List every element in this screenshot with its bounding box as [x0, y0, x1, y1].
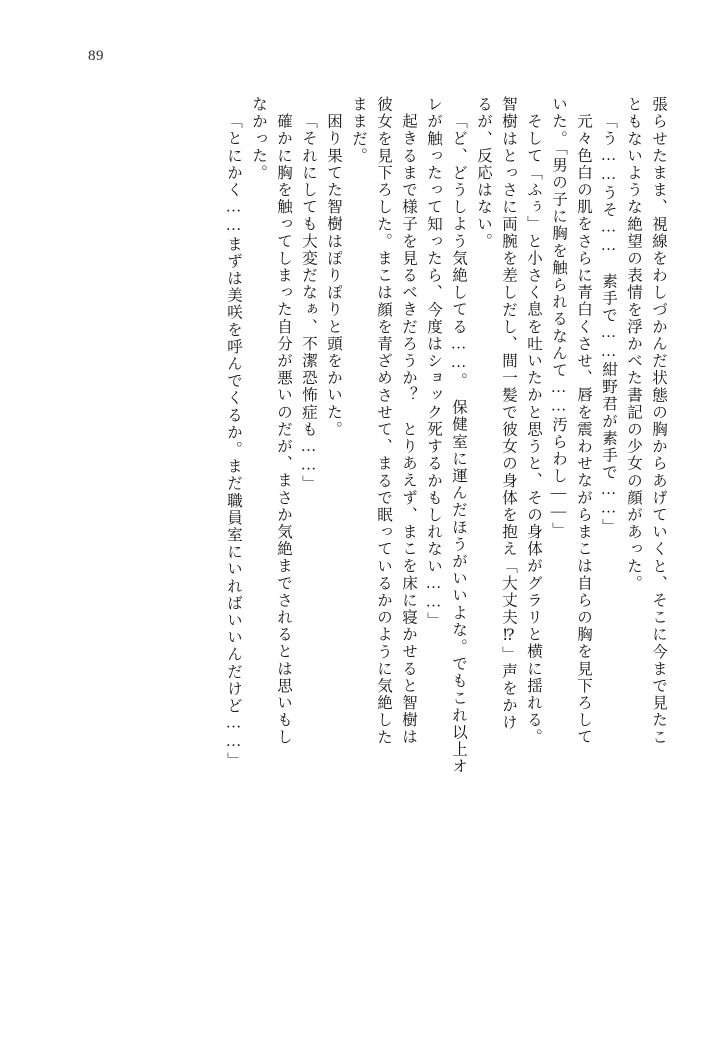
text-line: 困り果てた智樹はぽりぽりと頭をかいた。 — [325, 113, 342, 438]
vertical-text-body — [46, 96, 666, 976]
text-line: なかった。 — [250, 96, 267, 182]
text-line: レが触ったって知ったら、今度はショック死するかもしれない……」 — [425, 96, 442, 630]
page-number: 89 — [88, 48, 104, 64]
text-line: 「それにしても大変だなぁ、不潔恐怖症も……」 — [300, 113, 317, 493]
text-line: ままだ。 — [350, 96, 367, 165]
text-line: そして「ふぅ」と小さく息を吐いたかと思うと、その身体がグラリと横に揺れる。 — [525, 113, 542, 746]
text-line: 張らせたまま、視線をわしづかんだ状態の胸からあげていくと、そこに今まで見たこ — [650, 96, 667, 746]
text-line: 起きるまで様子を見るべきだろうか？ とりあえず、まこを床に寝かせると智樹は — [400, 113, 417, 746]
text-line: 確かに胸を触ってしまった自分が悪いのだが、まさか気絶までされるとは思いもし — [275, 113, 292, 746]
text-line: 智樹はとっさに両腕を差しだし、間一髪で彼女の身体を抱え「大丈夫⁉」声をかけ — [500, 96, 517, 732]
text-line: 元々色白の肌をさらに青白くさせ、唇を震わせながらまこは自らの胸を見下ろして — [575, 113, 592, 746]
text-line: 「とにかく……まずは美咲を呼んでくるか。まだ職員室にいればいいんだけど……」 — [225, 113, 242, 769]
text-line: 彼女を見下ろした。まこは顔を青ざめさせて、まるで眠っているかのように気絶した — [375, 96, 392, 746]
text-line: 「う……うそ…… 素手で……紺野君が素手で……」 — [600, 113, 617, 536]
text-line: 「ど、どうしよう気絶してる……。 保健室に運んだほうがいいよな。でもこれ以上オ — [450, 113, 467, 776]
text-line: いた。「男の子に胸を触られるなんて……汚らわし――」 — [550, 96, 567, 539]
text-line: ともないような絶望の表情を浮かべた書記の少女の顔があった。 — [625, 96, 642, 592]
text-line: るが、反応はない。 — [475, 96, 492, 250]
